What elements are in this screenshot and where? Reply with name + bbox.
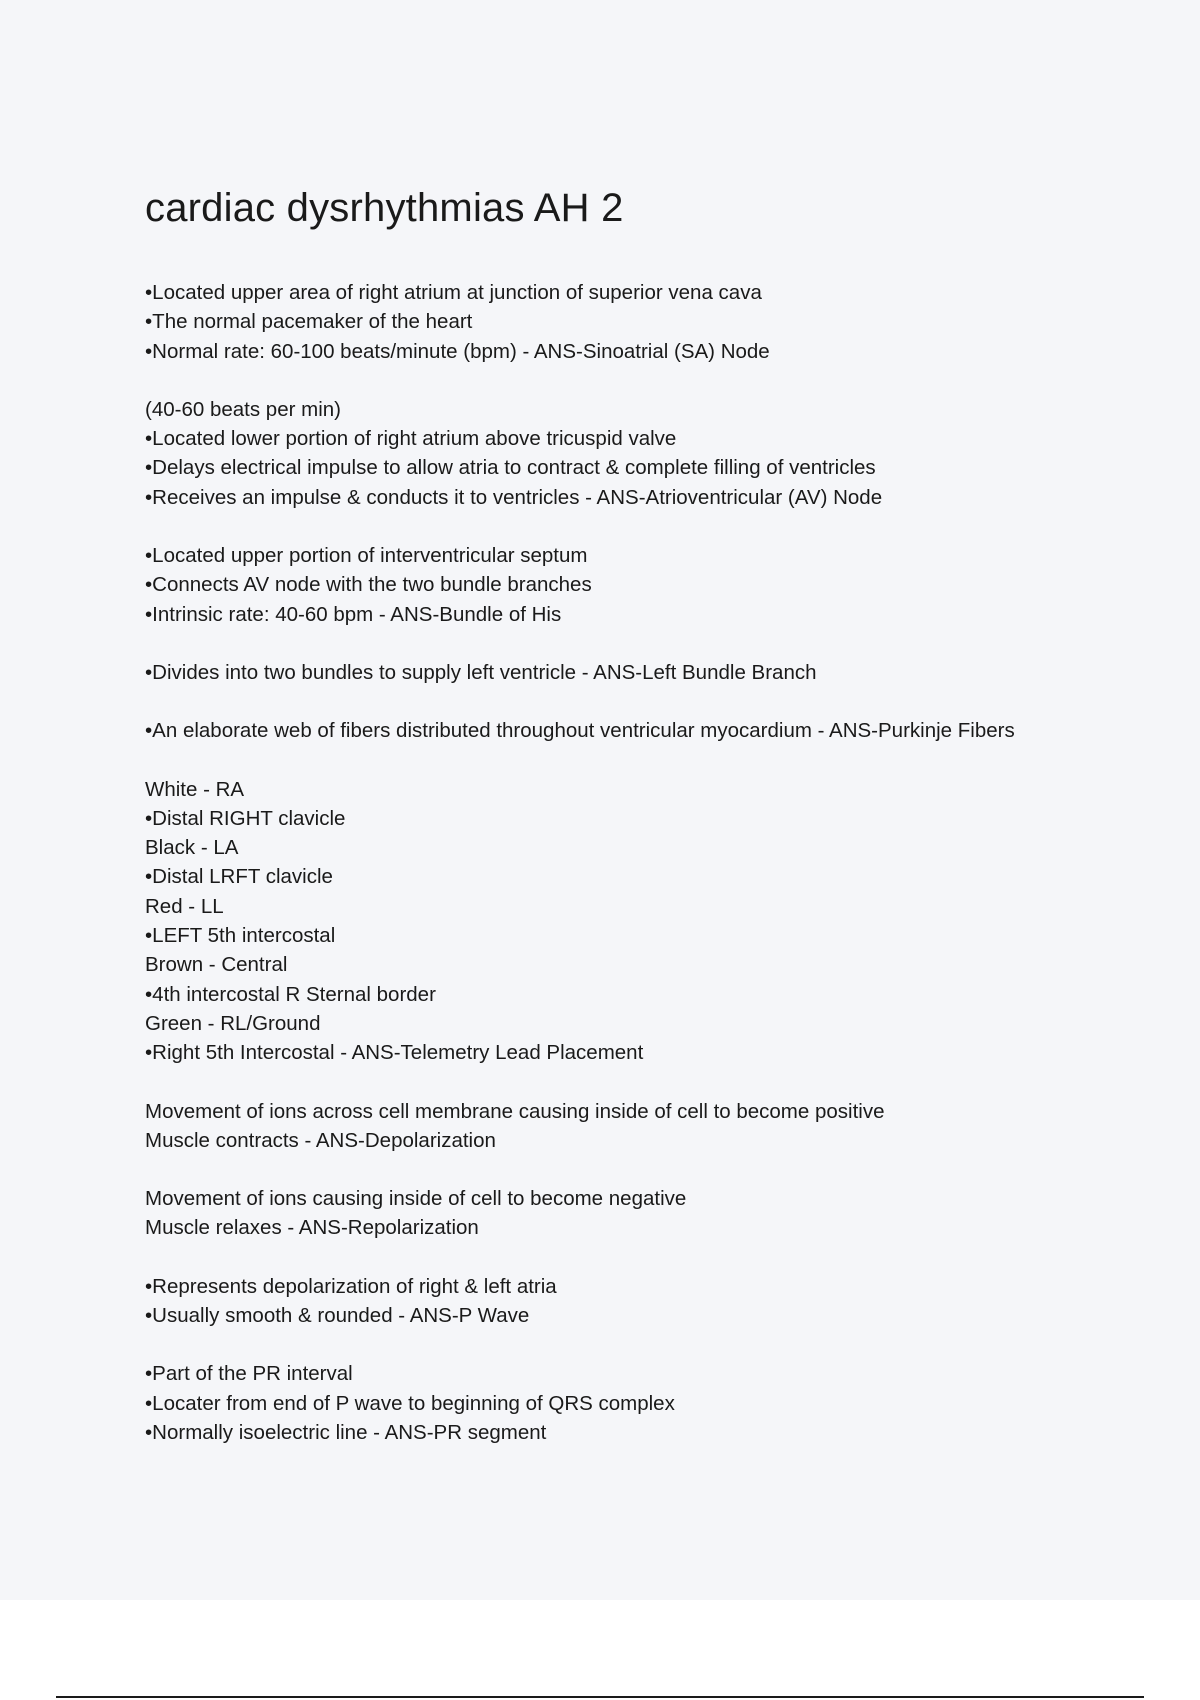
- text-block-pr-segment: [145, 1359, 1145, 1447]
- document-title: cardiac dysrhythmias AH 2: [145, 186, 624, 230]
- text-block-sa-node: [145, 278, 1145, 366]
- text-block-p-wave: [145, 1272, 1145, 1331]
- text-line: •Right 5th Intercostal - ANS-Telemetry Lead Placement: [145, 1041, 644, 1065]
- text-line: •Distal LRFT clavicle: [145, 865, 333, 889]
- text-line: Brown - Central: [145, 953, 288, 977]
- text-line: •The normal pacemaker of the heart: [145, 310, 473, 334]
- text-line: •Locater from end of P wave to beginning of QRS complex: [145, 1391, 675, 1415]
- text-line: •Represents depolarization of right & left atria: [145, 1274, 557, 1298]
- footer-divider: [56, 1696, 1144, 1698]
- text-line: •Normal rate: 60-100 beats/minute (bpm) - ANS-Sinoatrial (SA) Node: [145, 339, 770, 363]
- document-content: [145, 182, 1145, 1476]
- text-line: Muscle relaxes - ANS-Repolarization: [145, 1216, 479, 1240]
- text-block-depolarization: [145, 1097, 1145, 1156]
- text-line: Red - LL: [145, 894, 224, 918]
- text-line: White - RA: [145, 777, 245, 801]
- text-block-purkinje-fibers: [145, 716, 1145, 745]
- text-line: Green - RL/Ground: [145, 1011, 321, 1035]
- text-block-bundle-of-his: [145, 541, 1145, 629]
- text-line: Black - LA: [145, 836, 239, 860]
- text-line: •Usually smooth & rounded - ANS-P Wave: [145, 1304, 530, 1328]
- text-line: •Located upper portion of interventricular septum: [145, 544, 588, 568]
- text-line: Movement of ions across cell membrane causing inside of cell to become positive: [145, 1099, 885, 1123]
- text-line: •Distal RIGHT clavicle: [145, 806, 346, 830]
- text-block-av-node: [145, 395, 1145, 512]
- text-line: •Intrinsic rate: 40-60 bpm - ANS-Bundle of His: [145, 602, 562, 626]
- text-line: •An elaborate web of fibers distributed throughout ventricular myocardium - ANS-Purkinje Fibers: [145, 719, 1015, 743]
- text-line: •Located upper area of right atrium at junction of superior vena cava: [145, 281, 762, 304]
- text-line: •Normally isoelectric line - ANS-PR segment: [145, 1420, 547, 1444]
- text-line: •Part of the PR interval: [145, 1362, 353, 1386]
- text-line: •LEFT 5th intercostal: [145, 924, 336, 948]
- text-line: •Receives an impulse & conducts it to ventricles - ANS-Atrioventricular (AV) Node: [145, 485, 883, 509]
- text-line: Movement of ions causing inside of cell to become negative: [145, 1187, 687, 1211]
- text-block-telemetry-lead-placement: [145, 775, 1145, 1068]
- text-block-repolarization: [145, 1184, 1145, 1243]
- text-line: •Delays electrical impulse to allow atria to contract & complete filling of ventricles: [145, 456, 876, 480]
- text-line: •Located lower portion of right atrium above tricuspid valve: [145, 427, 677, 451]
- text-line: •Connects AV node with the two bundle branches: [145, 573, 592, 597]
- text-line: (40-60 beats per min): [145, 397, 341, 421]
- text-line: •4th intercostal R Sternal border: [145, 982, 436, 1006]
- text-line: •Divides into two bundles to supply left ventricle - ANS-Left Bundle Branch: [145, 660, 817, 684]
- text-block-left-bundle-branch: [145, 658, 1145, 687]
- text-line: Muscle contracts - ANS-Depolarization: [145, 1128, 496, 1152]
